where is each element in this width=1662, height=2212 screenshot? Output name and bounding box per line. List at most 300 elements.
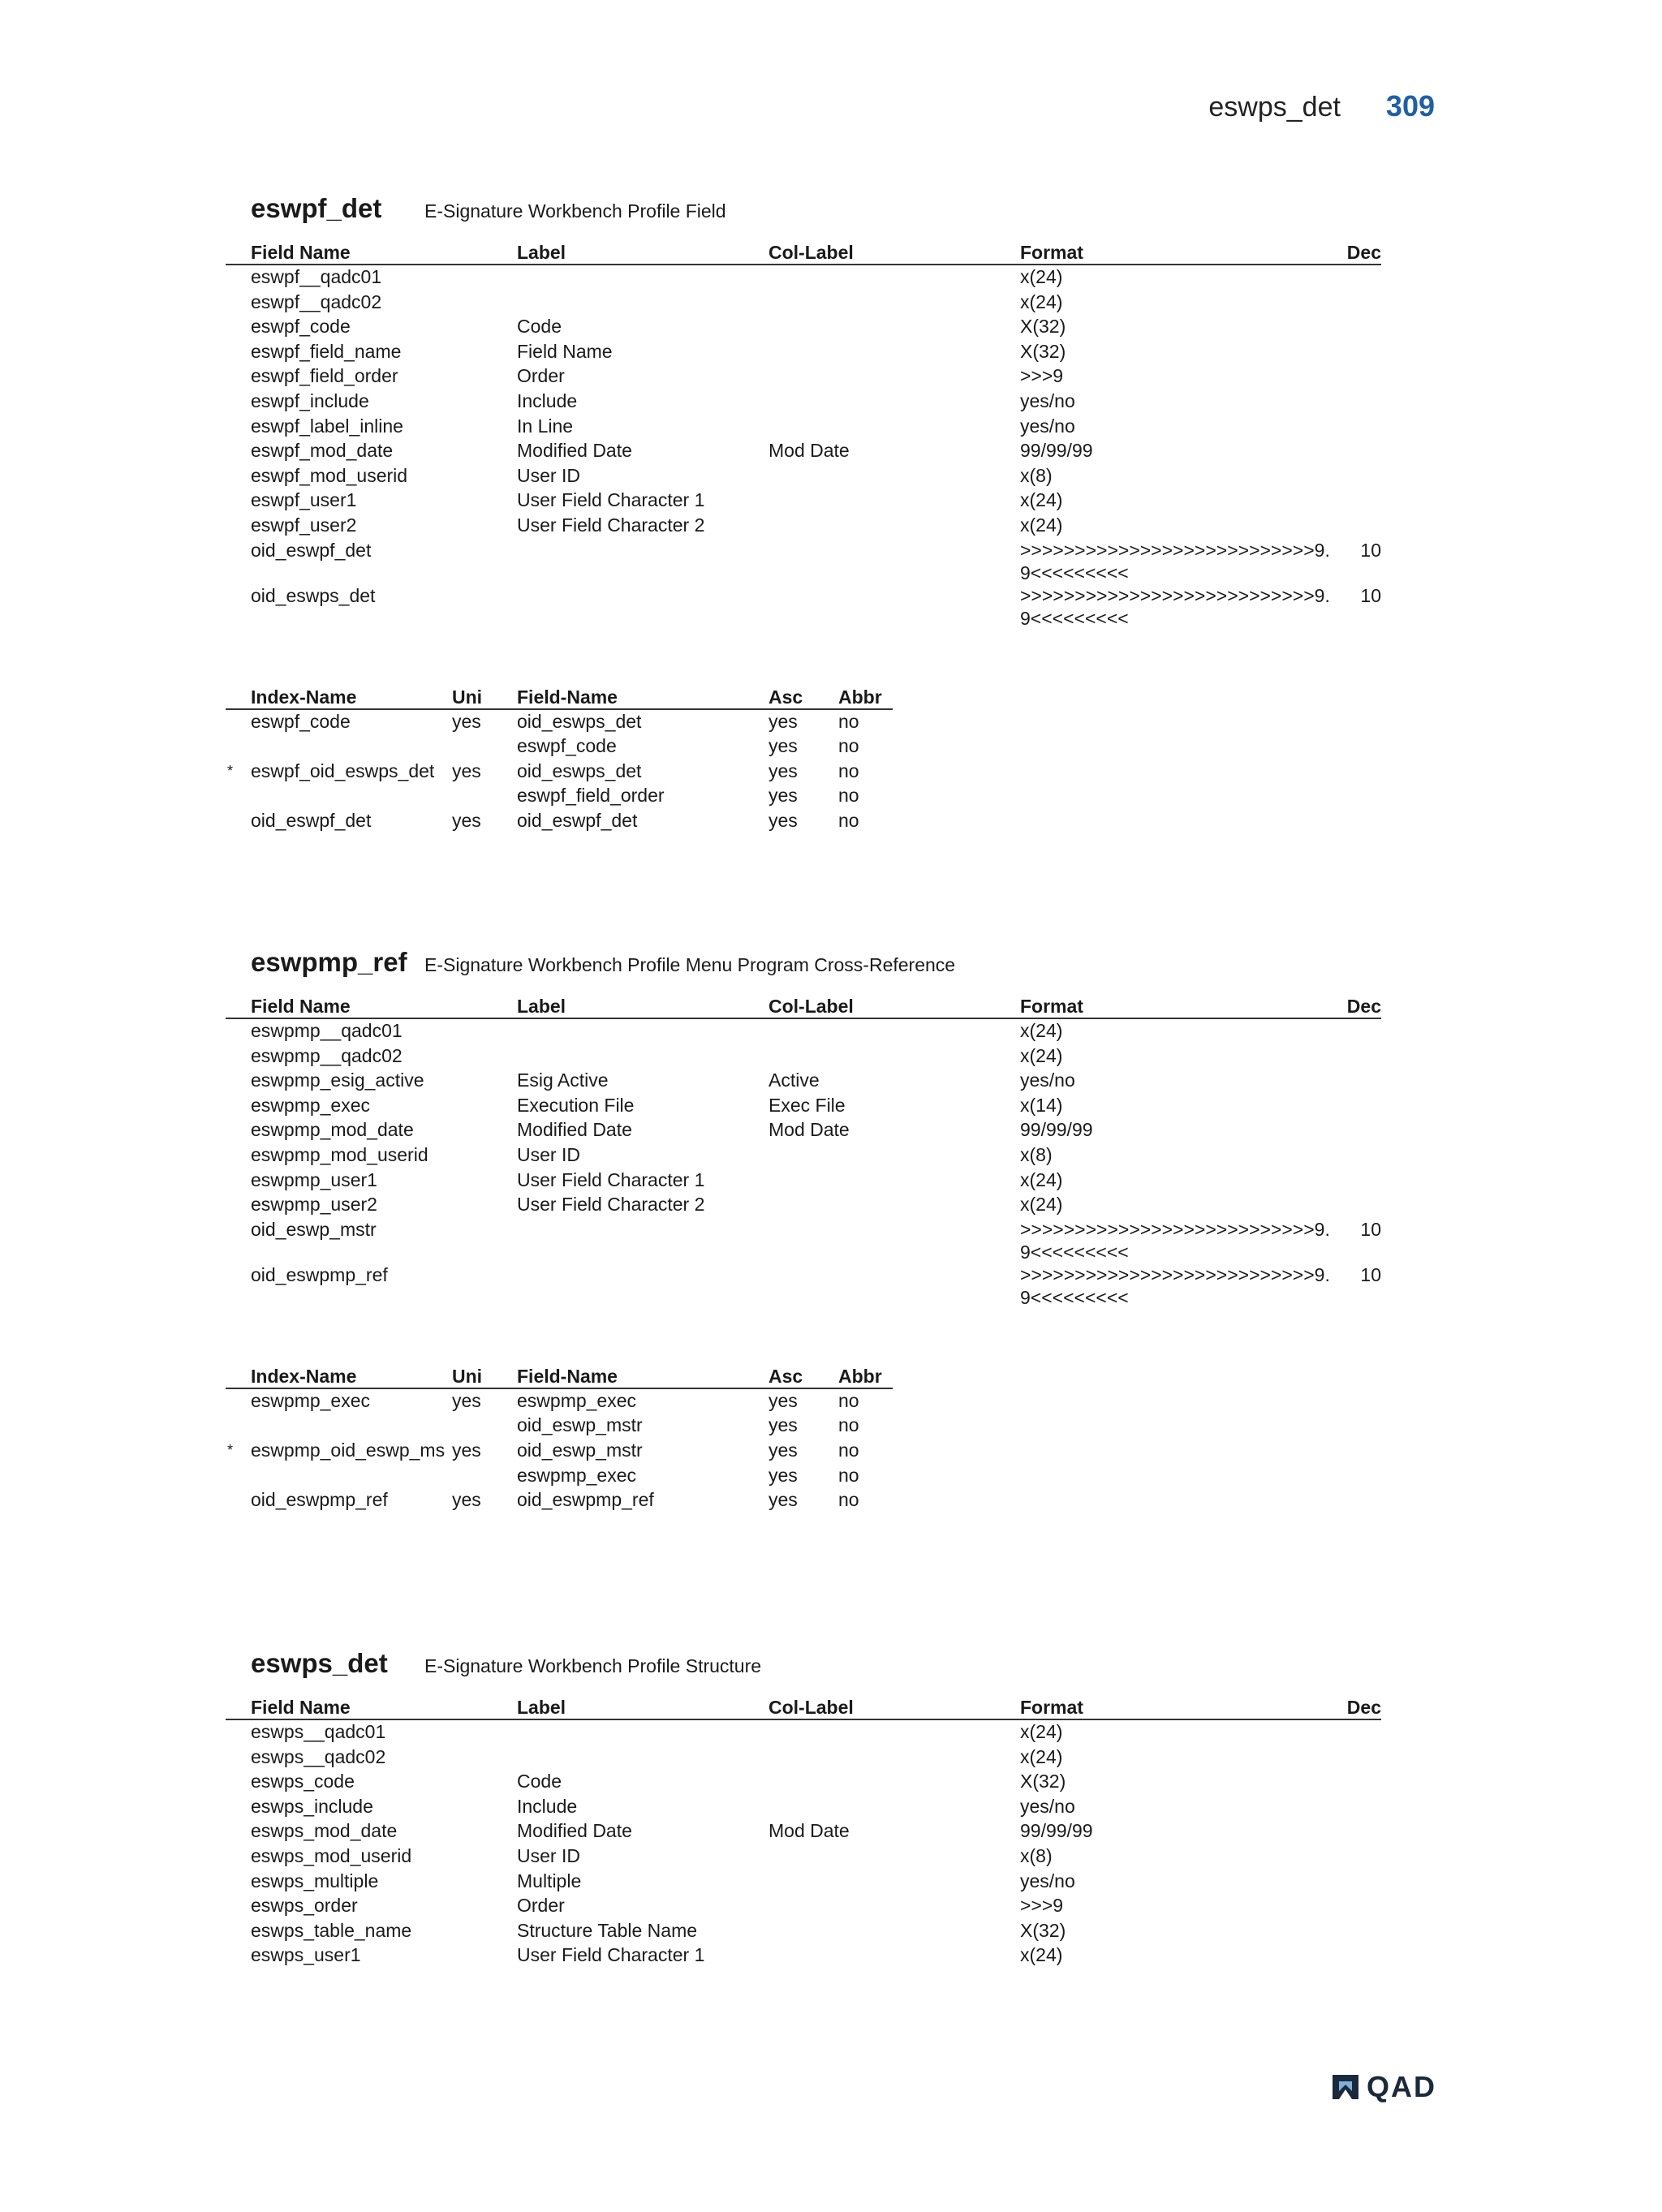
field-table bbox=[226, 992, 1381, 1309]
dec-cell: 10 bbox=[1360, 584, 1381, 606]
row-spacer bbox=[226, 1218, 251, 1263]
field-name-cell: eswpf__qadc01 bbox=[251, 266, 382, 287]
table-row bbox=[226, 1218, 1381, 1263]
table-row bbox=[226, 290, 1381, 316]
table-row bbox=[226, 415, 1381, 440]
field-name-cell: eswpmp__qadc02 bbox=[251, 1044, 403, 1066]
index-row bbox=[226, 734, 893, 760]
unique-cell: yes bbox=[452, 1439, 481, 1461]
running-header-title: eswps_det bbox=[1208, 92, 1341, 123]
row-spacer bbox=[226, 1819, 251, 1844]
table-row bbox=[226, 1943, 1381, 1969]
field-name-cell: eswps_table_name bbox=[251, 1919, 412, 1941]
table-row bbox=[226, 1919, 1381, 1944]
table-row bbox=[226, 1168, 1381, 1194]
col-label-cell bbox=[769, 1719, 1020, 1745]
label-cell: Modified Date bbox=[517, 440, 632, 462]
row-spacer bbox=[226, 439, 251, 464]
index-row bbox=[226, 1464, 893, 1489]
table-row bbox=[226, 389, 1381, 415]
format-cell: x(24) bbox=[1020, 266, 1063, 287]
col-label-cell: Mod Date bbox=[769, 440, 850, 462]
ascending-cell: yes bbox=[769, 760, 798, 781]
unique-cell: yes bbox=[452, 809, 481, 831]
table-row bbox=[226, 464, 1381, 489]
col-label-cell bbox=[769, 464, 1020, 489]
unique-cell bbox=[452, 1414, 517, 1439]
format-cell: x(8) bbox=[1020, 464, 1053, 486]
dec-cell bbox=[1337, 1069, 1381, 1094]
section-header bbox=[251, 188, 1381, 230]
col-label-cell bbox=[769, 1870, 1020, 1895]
dec-cell bbox=[1337, 1819, 1381, 1844]
field-name-cell: eswps_code bbox=[251, 1771, 355, 1792]
table-row bbox=[226, 584, 1381, 630]
index-row bbox=[226, 1388, 893, 1414]
column-header: Format bbox=[1020, 992, 1337, 1018]
dec-cell bbox=[1337, 1943, 1381, 1969]
primary-marker bbox=[226, 709, 251, 735]
col-label-cell bbox=[769, 488, 1020, 514]
dec-cell: 10 bbox=[1360, 1218, 1381, 1240]
field-name-cell: eswps_mod_userid bbox=[251, 1844, 412, 1866]
col-label-cell bbox=[769, 1770, 1020, 1795]
col-label-cell bbox=[769, 389, 1020, 415]
table-row bbox=[226, 1870, 1381, 1895]
field-name-cell: eswps_mod_date bbox=[251, 1820, 398, 1842]
dec-cell bbox=[1337, 464, 1381, 489]
label-cell: User ID bbox=[517, 1844, 580, 1866]
format-cell: x(24) bbox=[1020, 290, 1063, 312]
format-cell: 99/99/99 bbox=[1020, 1820, 1093, 1842]
column-header: Format bbox=[1020, 1693, 1337, 1719]
row-spacer bbox=[226, 539, 251, 584]
format-cell: 99/99/99 bbox=[1020, 440, 1093, 462]
row-spacer bbox=[226, 1943, 251, 1969]
field-name-cell: eswpmp_mod_userid bbox=[251, 1143, 428, 1165]
format-cell: X(32) bbox=[1020, 340, 1066, 362]
format-cell: x(24) bbox=[1020, 1194, 1063, 1216]
format-cell: x(14) bbox=[1020, 1094, 1063, 1116]
row-spacer bbox=[226, 315, 251, 340]
primary-marker bbox=[226, 1388, 251, 1414]
label-cell: Include bbox=[517, 1795, 578, 1817]
row-spacer bbox=[226, 1719, 251, 1745]
format-cell: X(32) bbox=[1020, 1771, 1066, 1792]
dec-cell bbox=[1337, 1168, 1381, 1194]
field-name-cell: oid_eswp_mstr bbox=[251, 1218, 377, 1240]
column-header: Index-Name bbox=[251, 683, 452, 709]
column-header: Field Name bbox=[251, 992, 517, 1018]
label-cell: Multiple bbox=[517, 1870, 582, 1891]
row-spacer bbox=[226, 265, 251, 290]
row-spacer bbox=[226, 1168, 251, 1194]
col-label-cell bbox=[769, 1263, 1020, 1309]
ascending-cell: yes bbox=[769, 785, 798, 807]
index-field-cell: oid_eswp_mstr bbox=[517, 1414, 643, 1436]
col-label-cell bbox=[769, 1795, 1020, 1820]
index-row bbox=[226, 709, 893, 735]
unique-cell bbox=[452, 1464, 517, 1489]
dec-cell bbox=[1337, 1044, 1381, 1069]
column-header: Uni bbox=[452, 683, 517, 709]
label-cell: Execution File bbox=[517, 1094, 635, 1116]
label-cell: User Field Character 1 bbox=[517, 1168, 705, 1190]
column-header: Col-Label bbox=[769, 992, 1020, 1018]
col-label-cell: Mod Date bbox=[769, 1820, 850, 1842]
dec-cell: 10 bbox=[1360, 1263, 1381, 1285]
label-cell: User Field Character 1 bbox=[517, 489, 705, 511]
label-cell bbox=[517, 1044, 769, 1069]
index-name-cell bbox=[251, 1414, 452, 1439]
column-header: Field Name bbox=[251, 239, 517, 265]
label-cell: In Line bbox=[517, 415, 574, 437]
field-name-cell: eswps__qadc02 bbox=[251, 1745, 386, 1767]
column-header: Dec bbox=[1337, 1693, 1381, 1719]
format-cell: >>>>>>>>>>>>>>>>>>>>>>>>>>>9.9<<<<<<<<< bbox=[1020, 1263, 1330, 1308]
index-field-cell: eswpmp_exec bbox=[517, 1389, 637, 1411]
index-name-cell: eswpf_oid_eswps_det bbox=[251, 760, 435, 781]
table-row bbox=[226, 1193, 1381, 1218]
ascending-cell: yes bbox=[769, 735, 798, 757]
label-cell: Esig Active bbox=[517, 1069, 609, 1091]
field-name-cell: eswpf_user1 bbox=[251, 489, 357, 511]
format-cell: x(24) bbox=[1020, 514, 1063, 536]
col-label-cell bbox=[769, 1894, 1020, 1919]
primary-marker bbox=[226, 1464, 251, 1489]
index-name-cell: eswpmp_exec bbox=[251, 1389, 371, 1411]
col-label-cell bbox=[769, 340, 1020, 365]
table-row bbox=[226, 1094, 1381, 1119]
label-cell: Modified Date bbox=[517, 1119, 632, 1141]
primary-marker bbox=[226, 734, 251, 760]
field-name-cell: eswpf_mod_userid bbox=[251, 464, 408, 486]
unique-cell: yes bbox=[452, 760, 481, 781]
dec-cell bbox=[1337, 1094, 1381, 1119]
index-row bbox=[226, 1414, 893, 1439]
table-name: eswpf_det bbox=[251, 193, 382, 223]
col-label-cell bbox=[769, 1193, 1020, 1218]
field-name-cell: eswps_multiple bbox=[251, 1870, 379, 1891]
row-spacer bbox=[226, 1118, 251, 1143]
format-cell: x(8) bbox=[1020, 1844, 1053, 1866]
table-row bbox=[226, 1044, 1381, 1069]
format-cell: x(24) bbox=[1020, 1944, 1063, 1966]
row-spacer bbox=[226, 464, 251, 489]
index-field-cell: eswpmp_exec bbox=[517, 1464, 637, 1486]
section-header bbox=[251, 942, 1381, 984]
field-name-cell: oid_eswpf_det bbox=[251, 539, 372, 561]
format-cell: >>>>>>>>>>>>>>>>>>>>>>>>>>>9.9<<<<<<<<< bbox=[1020, 539, 1330, 583]
col-label-cell: Exec File bbox=[769, 1094, 846, 1116]
format-cell: x(24) bbox=[1020, 1044, 1063, 1066]
section-header bbox=[251, 1643, 1381, 1685]
label-cell: Code bbox=[517, 1771, 562, 1792]
label-cell: User Field Character 2 bbox=[517, 1194, 705, 1216]
table-row bbox=[226, 1018, 1381, 1044]
index-field-cell: eswpf_code bbox=[517, 735, 617, 757]
ascending-cell: yes bbox=[769, 710, 798, 732]
column-header: Uni bbox=[452, 1362, 517, 1388]
column-header: Label bbox=[517, 239, 769, 265]
col-label-cell bbox=[769, 415, 1020, 440]
label-cell: User ID bbox=[517, 464, 580, 486]
index-row bbox=[226, 784, 893, 809]
unique-cell bbox=[452, 784, 517, 809]
table-row bbox=[226, 1118, 1381, 1143]
field-name-cell: eswps_user1 bbox=[251, 1944, 361, 1966]
col-label-cell bbox=[769, 514, 1020, 539]
field-table-header bbox=[226, 239, 1381, 265]
abbr-cell: no bbox=[838, 760, 859, 781]
dec-cell: 10 bbox=[1360, 539, 1381, 561]
label-cell: User Field Character 2 bbox=[517, 514, 705, 536]
col-label-cell bbox=[769, 1218, 1020, 1263]
column-header: Asc bbox=[769, 1362, 838, 1388]
format-cell: x(24) bbox=[1020, 1745, 1063, 1767]
dec-cell bbox=[1337, 439, 1381, 464]
index-name-cell: oid_eswpmp_ref bbox=[251, 1489, 388, 1511]
label-cell: Include bbox=[517, 389, 578, 411]
column-header: Col-Label bbox=[769, 239, 1020, 265]
column-header: Field-Name bbox=[517, 1362, 769, 1388]
field-name-cell: eswpf_field_order bbox=[251, 365, 398, 387]
table-section-eswpmp bbox=[226, 942, 1381, 1513]
col-label-cell bbox=[769, 265, 1020, 290]
abbr-cell: no bbox=[838, 1414, 859, 1436]
row-spacer bbox=[226, 1094, 251, 1119]
dec-cell bbox=[1337, 265, 1381, 290]
label-cell bbox=[517, 1745, 769, 1771]
label-cell bbox=[517, 1263, 769, 1309]
unique-cell bbox=[452, 734, 517, 760]
field-name-cell: eswpmp_exec bbox=[251, 1094, 371, 1116]
table-row bbox=[226, 1719, 1381, 1745]
index-name-cell: eswpf_code bbox=[251, 710, 351, 732]
dec-cell bbox=[1337, 1770, 1381, 1795]
column-header: Asc bbox=[769, 683, 838, 709]
dec-cell bbox=[1337, 514, 1381, 539]
col-label-cell bbox=[769, 1044, 1020, 1069]
dec-cell bbox=[1337, 1143, 1381, 1168]
ascending-cell: yes bbox=[769, 809, 798, 831]
index-table-header bbox=[226, 683, 893, 709]
dec-cell bbox=[1337, 1193, 1381, 1218]
running-header bbox=[1208, 89, 1435, 123]
field-name-cell: eswpf_include bbox=[251, 389, 369, 411]
label-cell: Order bbox=[517, 365, 565, 387]
table-row bbox=[226, 340, 1381, 365]
table-section-eswps bbox=[226, 1643, 1381, 1969]
abbr-cell: no bbox=[838, 809, 859, 831]
primary-marker bbox=[226, 809, 251, 834]
header-spacer bbox=[226, 1693, 251, 1719]
row-spacer bbox=[226, 1745, 251, 1771]
dec-cell bbox=[1337, 1018, 1381, 1044]
field-table bbox=[226, 239, 1381, 630]
col-label-cell bbox=[769, 1844, 1020, 1870]
table-section-eswpf bbox=[226, 188, 1381, 834]
row-spacer bbox=[226, 1870, 251, 1895]
row-spacer bbox=[226, 488, 251, 514]
field-name-cell: eswpf_user2 bbox=[251, 514, 357, 536]
format-cell: x(24) bbox=[1020, 1020, 1063, 1041]
row-spacer bbox=[226, 389, 251, 415]
row-spacer bbox=[226, 514, 251, 539]
index-table bbox=[226, 683, 893, 834]
table-row bbox=[226, 1143, 1381, 1168]
row-spacer bbox=[226, 1770, 251, 1795]
format-cell: >>>>>>>>>>>>>>>>>>>>>>>>>>>9.9<<<<<<<<< bbox=[1020, 1218, 1330, 1263]
table-description: E-Signature Workbench Profile Field bbox=[424, 200, 726, 222]
label-cell: User Field Character 1 bbox=[517, 1944, 705, 1966]
format-cell: x(24) bbox=[1020, 489, 1063, 511]
table-row bbox=[226, 1795, 1381, 1820]
index-field-cell: oid_eswpmp_ref bbox=[517, 1489, 654, 1511]
format-cell: yes/no bbox=[1020, 1069, 1075, 1091]
field-name-cell: eswps_order bbox=[251, 1895, 358, 1917]
dec-cell bbox=[1337, 1919, 1381, 1944]
table-row bbox=[226, 1770, 1381, 1795]
col-label-cell bbox=[769, 1919, 1020, 1944]
field-name-cell: eswpmp_mod_date bbox=[251, 1119, 414, 1141]
index-name-cell bbox=[251, 734, 452, 760]
abbr-cell: no bbox=[838, 710, 859, 732]
dec-cell bbox=[1337, 1870, 1381, 1895]
row-spacer bbox=[226, 364, 251, 389]
column-header: Field Name bbox=[251, 1693, 517, 1719]
column-header: Label bbox=[517, 992, 769, 1018]
table-row bbox=[226, 364, 1381, 389]
unique-cell: yes bbox=[452, 1389, 481, 1411]
index-row bbox=[226, 809, 893, 834]
row-spacer bbox=[226, 1193, 251, 1218]
column-header: Label bbox=[517, 1693, 769, 1719]
table-row bbox=[226, 539, 1381, 584]
format-cell: 99/99/99 bbox=[1020, 1119, 1093, 1141]
field-table bbox=[226, 1693, 1381, 1969]
row-spacer bbox=[226, 584, 251, 630]
label-cell: Field Name bbox=[517, 340, 613, 362]
row-spacer bbox=[226, 1844, 251, 1870]
row-spacer bbox=[226, 1894, 251, 1919]
primary-marker bbox=[226, 1414, 251, 1439]
table-row bbox=[226, 265, 1381, 290]
format-cell: >>>9 bbox=[1020, 1895, 1064, 1917]
table-description: E-Signature Workbench Profile Menu Program Cross-Reference bbox=[424, 954, 956, 975]
field-name-cell: eswpmp_user1 bbox=[251, 1168, 377, 1190]
index-table-header bbox=[226, 1362, 893, 1388]
table-row bbox=[226, 1069, 1381, 1094]
abbr-cell: no bbox=[838, 1389, 859, 1411]
column-header: Field-Name bbox=[517, 683, 769, 709]
ascending-cell: yes bbox=[769, 1464, 798, 1486]
format-cell: yes/no bbox=[1020, 415, 1075, 437]
table-row bbox=[226, 1844, 1381, 1870]
dec-cell bbox=[1337, 1118, 1381, 1143]
col-label-cell bbox=[769, 315, 1020, 340]
label-cell bbox=[517, 1018, 769, 1044]
ascending-cell: yes bbox=[769, 1489, 798, 1511]
label-cell bbox=[517, 290, 769, 316]
col-label-cell bbox=[769, 1943, 1020, 1969]
col-label-cell bbox=[769, 364, 1020, 389]
column-header: Index-Name bbox=[251, 1362, 452, 1388]
field-name-cell: eswps__qadc01 bbox=[251, 1721, 386, 1742]
dec-cell bbox=[1337, 488, 1381, 514]
format-cell: yes/no bbox=[1020, 389, 1075, 411]
index-field-cell: oid_eswps_det bbox=[517, 760, 642, 781]
field-name-cell: eswpmp__qadc01 bbox=[251, 1020, 403, 1041]
primary-marker bbox=[226, 784, 251, 809]
col-label-cell bbox=[769, 1168, 1020, 1194]
row-spacer bbox=[226, 1263, 251, 1309]
row-spacer bbox=[226, 1795, 251, 1820]
row-spacer bbox=[226, 1919, 251, 1944]
label-cell: Structure Table Name bbox=[517, 1919, 698, 1941]
field-table-header bbox=[226, 1693, 1381, 1719]
dec-cell bbox=[1337, 315, 1381, 340]
col-label-cell bbox=[769, 290, 1020, 316]
index-row bbox=[226, 1439, 893, 1464]
label-cell bbox=[517, 265, 769, 290]
table-name: eswps_det bbox=[251, 1648, 388, 1678]
index-field-cell: oid_eswpf_det bbox=[517, 809, 638, 831]
table-description: E-Signature Workbench Profile Structure bbox=[424, 1655, 762, 1676]
label-cell bbox=[517, 584, 769, 630]
format-cell: x(24) bbox=[1020, 1168, 1063, 1190]
table-row bbox=[226, 488, 1381, 514]
format-cell: x(8) bbox=[1020, 1143, 1053, 1165]
dec-cell bbox=[1337, 290, 1381, 316]
col-label-cell bbox=[769, 1143, 1020, 1168]
header-spacer bbox=[226, 239, 251, 265]
index-name-cell bbox=[251, 1464, 452, 1489]
field-name-cell: oid_eswps_det bbox=[251, 584, 376, 606]
row-spacer bbox=[226, 1143, 251, 1168]
table-name: eswpmp_ref bbox=[251, 947, 407, 977]
dec-cell bbox=[1337, 364, 1381, 389]
dec-cell bbox=[1337, 1745, 1381, 1771]
index-field-cell: oid_eswps_det bbox=[517, 710, 642, 732]
index-table bbox=[226, 1362, 893, 1513]
field-name-cell: eswpmp_user2 bbox=[251, 1194, 377, 1216]
ascending-cell: yes bbox=[769, 1414, 798, 1436]
row-spacer bbox=[226, 340, 251, 365]
abbr-cell: no bbox=[838, 735, 859, 757]
format-cell: yes/no bbox=[1020, 1795, 1075, 1817]
index-field-cell: eswpf_field_order bbox=[517, 785, 665, 807]
dec-cell bbox=[1337, 1795, 1381, 1820]
dec-cell bbox=[1337, 340, 1381, 365]
label-cell bbox=[517, 539, 769, 584]
abbr-cell: no bbox=[838, 1489, 859, 1511]
dec-cell bbox=[1337, 1844, 1381, 1870]
label-cell bbox=[517, 1218, 769, 1263]
table-row bbox=[226, 439, 1381, 464]
column-header: Abbr bbox=[838, 683, 893, 709]
format-cell: X(32) bbox=[1020, 1919, 1066, 1941]
index-row bbox=[226, 1488, 893, 1513]
table-row bbox=[226, 1263, 1381, 1309]
format-cell: >>>>>>>>>>>>>>>>>>>>>>>>>>>9.9<<<<<<<<< bbox=[1020, 584, 1330, 629]
format-cell: x(24) bbox=[1020, 1721, 1063, 1742]
row-spacer bbox=[226, 1018, 251, 1044]
dec-cell bbox=[1337, 415, 1381, 440]
field-name-cell: eswpmp_esig_active bbox=[251, 1069, 424, 1091]
col-label-cell bbox=[769, 1018, 1020, 1044]
column-header: Dec bbox=[1337, 992, 1381, 1018]
